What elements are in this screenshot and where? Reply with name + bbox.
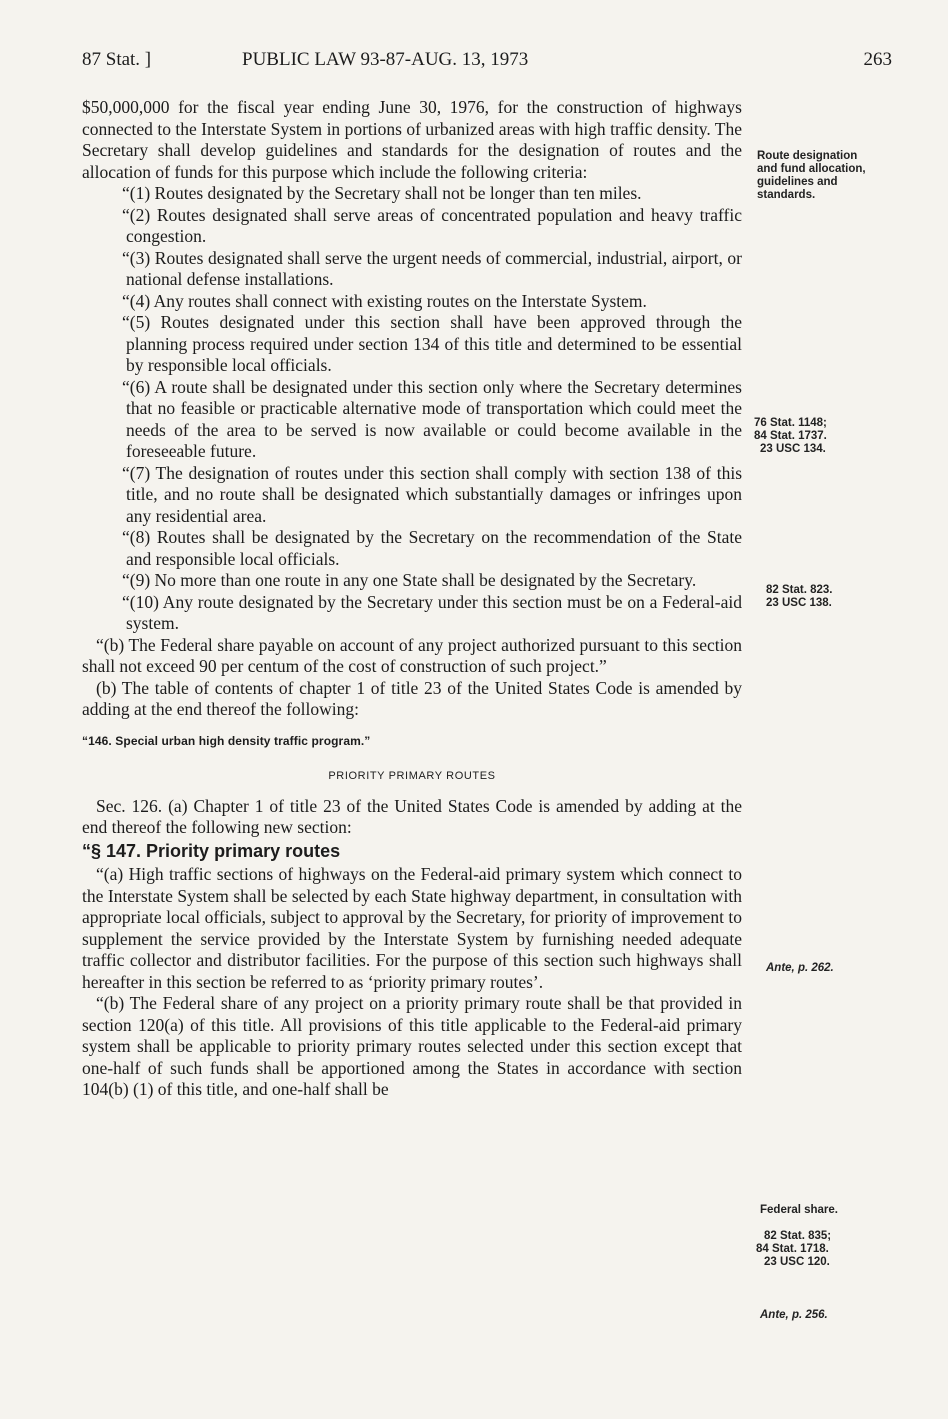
ante-reference: Ante, p. 256. — [760, 1309, 828, 1321]
margin-citation-134 — [754, 417, 874, 456]
section-heading: PRIORITY PRIMARY ROUTES — [328, 770, 496, 782]
page-header — [82, 49, 892, 75]
criterion-7: “(7) The designation of routes under this section shall comply with section 138 of this title, and no route shall be designated which substantially damages or infringes upon any residential area. — [122, 462, 742, 526]
paragraph-sec-126: Sec. 126. (a) Chapter 1 of title 23 of the United States Code is amended by adding at the end thereof the following new section: — [82, 795, 742, 837]
citation-line: 84 Stat. 1718. — [756, 1243, 829, 1255]
section-147-title: “§ 147. Priority primary routes — [82, 840, 341, 861]
citation-line: 82 Stat. 835; — [764, 1230, 832, 1242]
margin-citation-138 — [766, 584, 886, 610]
criterion-4: “(4) Any routes shall connect with existing routes on the Interstate System. — [122, 290, 647, 311]
margin-note-route-designation: Route designation and fund allocation, guidelines and standards. — [757, 150, 866, 201]
citation-line: 84 Stat. 1737. — [754, 430, 827, 442]
paragraph-147b: “(b) The Federal share of any project on a priority primary route shall be that provided in section 120(a) of this title. All provisions of this title applicable to the Federal-aid primary system shall be applicable to priority primary routes selected under this section except that one-half of such funds shall be apportioned among the States in accordance with section 104(b) (1) of this title, and one-half shall be — [82, 993, 742, 1099]
paragraph-table-of-contents: (b) The table of contents of chapter 1 of title 23 of the United States Code is amended by adding at the end thereof the following: — [82, 677, 742, 719]
criterion-10: “(10) Any route designated by the Secretary under this section must be on a Federal-aid system. — [122, 591, 742, 633]
criterion-9: “(9) No more than one route in any one State shall be designated by the Secretary. — [122, 570, 697, 590]
criterion-5: “(5) Routes designated under this section shall have been approved through the planning process required under section 134 of this title and determined to be essential by responsible local officials. — [122, 312, 742, 375]
citation-line: 82 Stat. 823. — [766, 584, 833, 596]
margin-ante-262 — [766, 962, 886, 975]
criterion-2: “(2) Routes designated shall serve areas of concentrated population and heavy traffic congestion. — [122, 204, 742, 246]
paragraph-147a: “(a) High traffic sections of highways on the Federal-aid primary system which connect to the Interstate System shall be selected by each State highway department, in consultation with appropriate local officials, subject to approval by the Secretary, for priority of improvement to supplement the service provided by the Interstate System by furnishing needed adequate traffic collector and distributor facilities. For the purpose of this section such highways shall hereafter in this section be referred to as ‘priority primary routes’. — [82, 864, 742, 992]
ante-reference: Ante, p. 262. — [766, 962, 834, 974]
page-number: 263 — [863, 49, 892, 70]
amendment-line: “146. Special urban high density traffic program.” — [82, 733, 371, 748]
citation-line: 23 USC 120. — [764, 1256, 830, 1268]
criterion-3: “(3) Routes designated shall serve the urgent needs of commercial, industrial, airport, or national defense installations. — [122, 247, 742, 289]
citation-line: 23 USC 134. — [760, 443, 826, 455]
body-text — [82, 97, 742, 1101]
paragraph-federal-share-b: “(b) The Federal share payable on account of any project authorized pursuant to this section shall not exceed 90 per centum of the cost of construction of such project.” — [82, 634, 742, 676]
margin-federal-share: Federal share. — [760, 1204, 838, 1216]
criterion-8: “(8) Routes shall be designated by the Secretary on the recommendation of the State and responsible local officials. — [122, 527, 742, 569]
header-statute-volume: 87 Stat. ] — [82, 49, 152, 70]
criterion-1: “(1) Routes designated by the Secretary shall not be longer than ten miles. — [122, 183, 642, 203]
margin-citation-120 — [756, 1230, 876, 1269]
margin-ante-256 — [760, 1309, 880, 1322]
paragraph-funding: $50,000,000 for the fiscal year ending June 30, 1976, for the construction of highways connected to the Interstate System in portions of urbanized areas with high traffic density. The Secretary shall develop guidelines and standards for the designation of routes and the allocation of funds for this purpose which include the following criteria: — [82, 97, 742, 182]
citation-line: 23 USC 138. — [766, 597, 832, 609]
citation-line: 76 Stat. 1148; — [754, 417, 827, 429]
criterion-6: “(6) A route shall be designated under this section only where the Secretary determines that no feasible or practicable alternative mode of transportation which could meet the needs of the area to be served is now available or could become available in the foreseeable future. — [122, 376, 742, 461]
header-law-title: PUBLIC LAW 93-87-AUG. 13, 1973 — [242, 49, 529, 70]
